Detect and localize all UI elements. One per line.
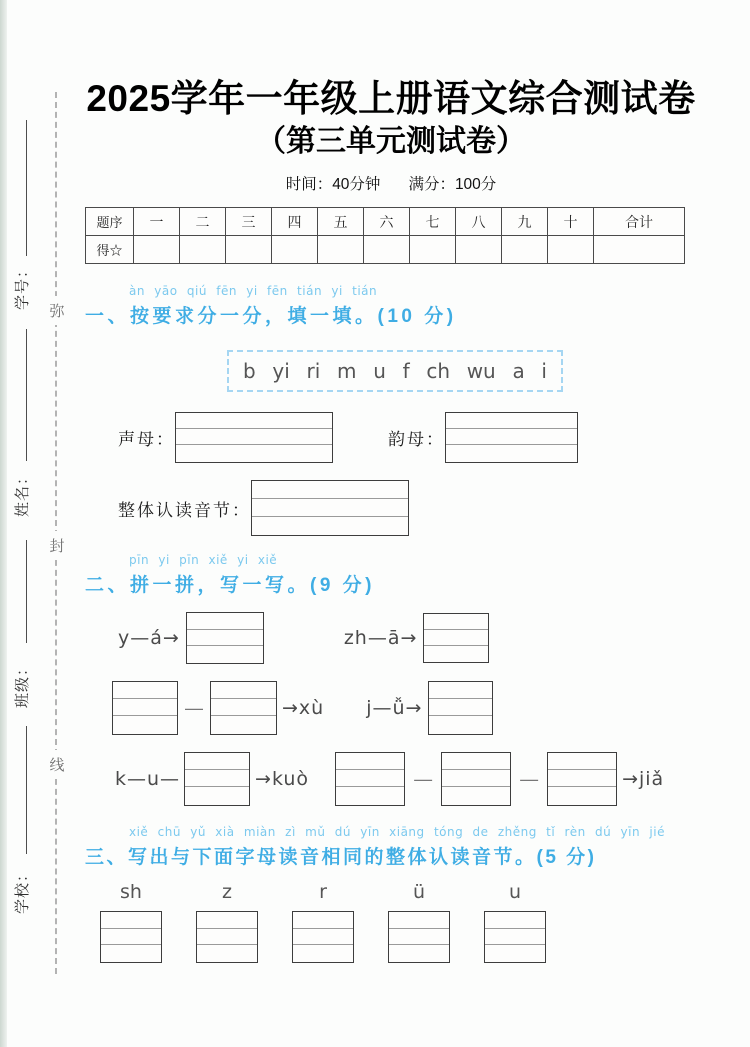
paper-content — [85, 0, 697, 963]
score-cell — [502, 236, 548, 264]
blend-answer-grid — [335, 752, 405, 806]
syllable-group — [292, 881, 354, 963]
blend-result: →kuò — [255, 768, 310, 790]
blend-result: →jiǎ — [622, 768, 665, 790]
pool-letter: a — [512, 359, 525, 383]
dash-connector: — — [414, 768, 433, 789]
score-header-cell: 四 — [272, 208, 318, 236]
section-three-title: 三、写出与下面字母读音相同的整体认读音节。(5 分) — [85, 847, 597, 868]
score-cell — [548, 236, 594, 264]
section-two — [85, 553, 697, 806]
blend-source: k—u— — [115, 768, 181, 790]
blend-result: →xù — [282, 697, 325, 719]
syllable-group — [484, 881, 546, 963]
score-table — [85, 207, 685, 264]
score-header-cell: 二 — [180, 208, 226, 236]
name-blank-line — [26, 329, 27, 461]
blend-answer-grid — [186, 612, 264, 664]
dash-connector: — — [520, 768, 539, 789]
seal-char-feng: 封 — [46, 531, 68, 560]
pool-letter: wu — [466, 359, 496, 383]
blend-answer-grid — [423, 613, 489, 663]
blend-answer-grid — [441, 752, 511, 806]
seal-char-mi: 弥 — [46, 296, 68, 325]
syllable-answer-grid — [484, 911, 546, 963]
score-cell — [364, 236, 410, 264]
section-one-pinyin: àn yāo qiú fēn yi fēn tián yi tián — [129, 284, 378, 298]
yunmu-answer-grid — [445, 412, 578, 463]
source-letter: u — [508, 881, 522, 903]
syllable-groups — [85, 881, 697, 963]
section-one-title: 一、按要求分一分，填一填。(10 分) — [85, 306, 457, 327]
class-label: 班级： — [13, 660, 31, 709]
scan-edge — [0, 0, 7, 1047]
score-row-label: 得☆ — [86, 236, 134, 264]
score-header-cell: 七 — [410, 208, 456, 236]
score-cell — [226, 236, 272, 264]
dash-connector: — — [185, 697, 203, 718]
score-cell — [180, 236, 226, 264]
syllable-answer-grid — [388, 911, 450, 963]
score-cell — [134, 236, 180, 264]
score-table-score-row — [86, 236, 685, 264]
blend-answer-grid — [184, 752, 250, 806]
section-two-title: 二、拼一拼，写一写。(9 分) — [85, 575, 376, 596]
pool-letter: ri — [306, 359, 321, 383]
score-table-header-row — [86, 208, 685, 236]
seal-char-xian: 线 — [46, 750, 68, 779]
exam-meta — [85, 172, 697, 194]
score-header-cell: 五 — [318, 208, 364, 236]
zhengti-answer-grid — [251, 480, 409, 536]
section-two-pinyin: pīn yi pīn xiě yi xiě — [129, 553, 278, 567]
score-header-cell: 题序 — [86, 208, 134, 236]
section-three-pinyin: xiě chū yǔ xià miàn zì mǔ dú yīn xiāng tóng de zhěng tǐ rèn dú yīn jié — [129, 825, 665, 839]
student-no-blank-line — [26, 120, 27, 256]
score-cell — [410, 236, 456, 264]
syllable-answer-grid — [196, 911, 258, 963]
blend-row-3 — [85, 752, 697, 806]
score-header-cell: 九 — [502, 208, 548, 236]
blend-answer-grid — [547, 752, 617, 806]
pool-letter: f — [402, 359, 410, 383]
section-one — [85, 284, 697, 536]
source-letter: ü — [412, 881, 426, 903]
blend-answer-grid — [428, 681, 493, 735]
blend-source: y—á→ — [118, 627, 180, 649]
blend-answer-grid — [210, 681, 277, 735]
blend-row-2 — [85, 681, 697, 735]
school-blank-line — [26, 726, 27, 854]
pool-letter: ch — [426, 359, 450, 383]
blend-row-1 — [85, 612, 697, 664]
fullscore-info: 满分：100分 — [408, 176, 497, 193]
score-cell — [456, 236, 502, 264]
syllable-group — [100, 881, 162, 963]
score-header-cell: 六 — [364, 208, 410, 236]
syllable-group — [388, 881, 450, 963]
shengmu-answer-grid — [175, 412, 333, 463]
student-no-label: 学号： — [13, 262, 31, 311]
score-header-cell: 一 — [134, 208, 180, 236]
syllable-answer-grid — [100, 911, 162, 963]
blend-source: zh—ā→ — [343, 627, 418, 649]
score-header-cell: 三 — [226, 208, 272, 236]
pool-letter: u — [373, 359, 386, 383]
time-info: 时间：40分钟 — [285, 176, 381, 193]
score-cell — [318, 236, 364, 264]
pool-letter: i — [541, 359, 547, 383]
name-label: 姓名： — [13, 469, 31, 518]
blend-answer-grid — [112, 681, 178, 735]
page-title: 2025学年一年级上册语文综合测试卷 — [86, 78, 696, 119]
score-header-cell: 合计 — [594, 208, 685, 236]
source-letter: sh — [120, 881, 142, 903]
score-header-cell: 十 — [548, 208, 594, 236]
blend-source: j—ǚ→ — [366, 697, 423, 719]
pool-letter: yi — [272, 359, 290, 383]
class-blank-line — [26, 540, 27, 643]
syllable-group — [196, 881, 258, 963]
source-letter: z — [222, 881, 232, 903]
yunmu-label: 韵母： — [388, 430, 445, 450]
page-subtitle: （第三单元测试卷） — [256, 125, 526, 158]
letters-pool-box — [227, 350, 563, 392]
syllable-answer-grid — [292, 911, 354, 963]
score-cell — [272, 236, 318, 264]
source-letter: r — [319, 881, 327, 903]
score-header-cell: 八 — [456, 208, 502, 236]
section-three — [85, 825, 697, 963]
school-label: 学校： — [13, 866, 31, 915]
score-cell — [594, 236, 685, 264]
pool-letter: m — [337, 359, 357, 383]
shengmu-label: 声母： — [118, 430, 175, 450]
pool-letter: b — [243, 359, 256, 383]
zhengti-label: 整体认读音节： — [118, 500, 251, 521]
